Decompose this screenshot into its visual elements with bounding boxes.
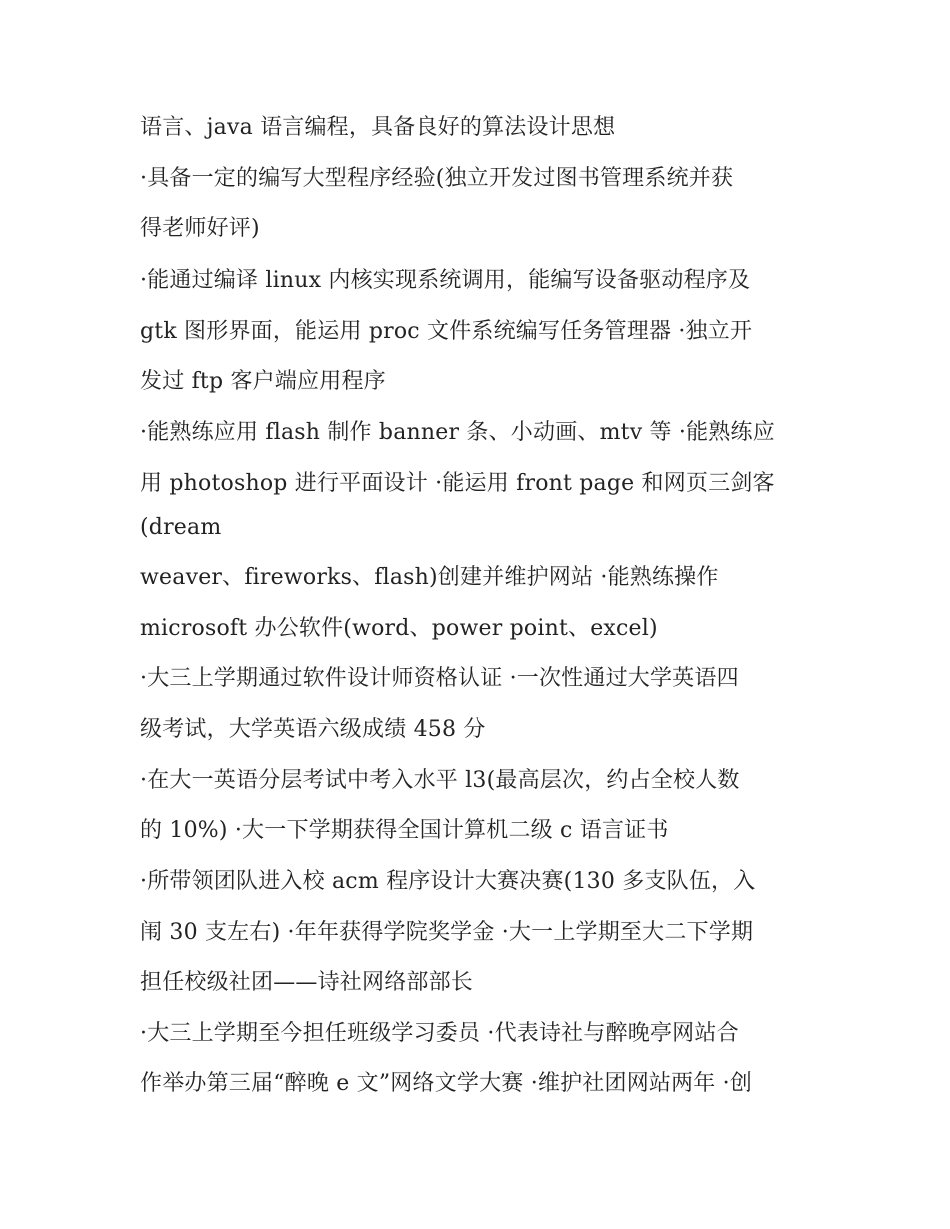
text-line: ·能通过编译 linux 内核实现系统调用，能编写设备驱动程序及 — [140, 268, 751, 293]
text-line: 得老师好评) — [140, 216, 260, 241]
text-line: 担任校级社团——诗社网络部部长 — [140, 970, 474, 995]
text-line: microsoft 办公软件(word、power point、excel) — [140, 616, 658, 641]
text-line: 级考试，大学英语六级成绩 458 分 — [140, 717, 486, 742]
text-line: ·大三上学期通过软件设计师资格认证 ·一次性通过大学英语四 — [140, 666, 739, 691]
text-line: ·具备一定的编写大型程序经验(独立开发过图书管理系统并获 — [140, 166, 734, 191]
text-line: ·能熟练应用 flash 制作 banner 条、小动画、mtv 等 ·能熟练应 — [140, 420, 775, 445]
text-line: gtk 图形界面，能运用 proc 文件系统编写任务管理器 ·独立开 — [140, 319, 753, 344]
text-line: 语言、java 语言编程，具备良好的算法设计思想 — [140, 115, 616, 140]
text-line: (dream — [140, 515, 222, 540]
text-line: 用 photoshop 进行平面设计 ·能运用 front page 和网页三剑客 — [140, 471, 775, 496]
text-line: ·大三上学期至今担任班级学习委员 ·代表诗社与醉晚亭网站合 — [140, 1021, 739, 1046]
text-line: weaver、fireworks、flash)创建并维护网站 ·能熟练操作 — [140, 565, 719, 590]
text-line: ·所带领团队进入校 acm 程序设计大赛决赛(130 多支队伍，入 — [140, 869, 756, 894]
text-line: 发过 ftp 客户端应用程序 — [140, 369, 386, 394]
text-line: 闱 30 支左右) ·年年获得学院奖学金 ·大一上学期至大二下学期 — [140, 920, 754, 945]
text-line: 的 10%) ·大一下学期获得全国计算机二级 c 语言证书 — [140, 818, 669, 843]
text-line: 作举办第三届“醉晚 e 文”网络文学大赛 ·维护社团网站两年 ·创 — [140, 1071, 753, 1096]
text-line: ·在大一英语分层考试中考入水平 l3(最高层次，约占全校人数 — [140, 768, 740, 793]
